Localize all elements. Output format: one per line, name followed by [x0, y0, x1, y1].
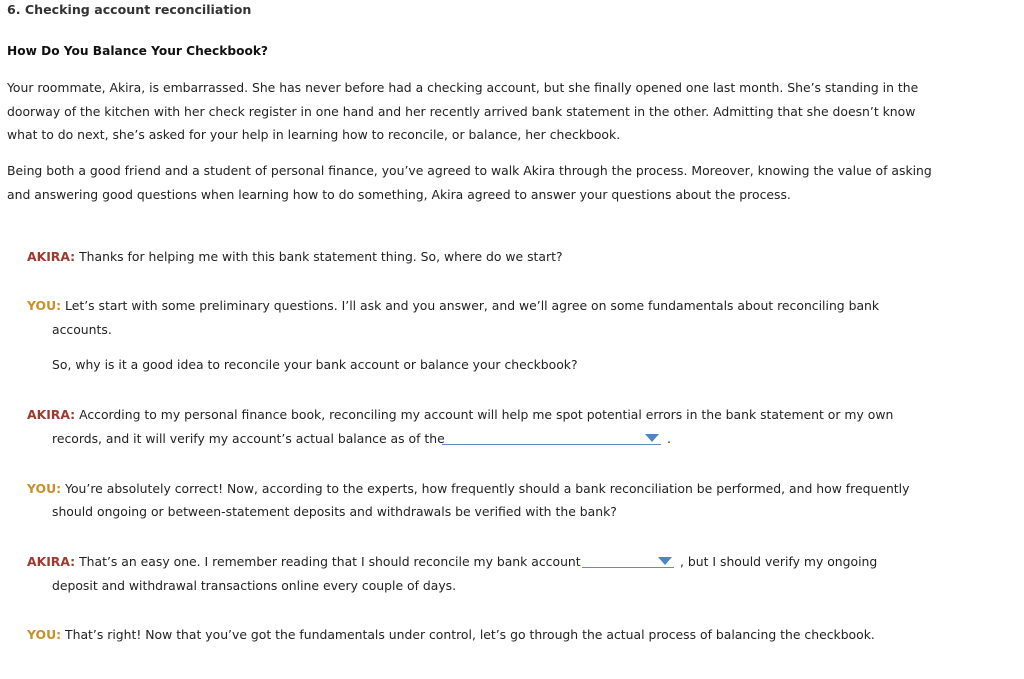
question-title: 6. Checking account reconciliation — [7, 2, 252, 17]
intro-paragraph-2-line-2: and answering good questions when learning how to do something, Akira agreed to answer your questions about the process. — [7, 187, 791, 202]
intro-paragraph-1-line-3: what to do next, she’s asked for your help in learning how to reconcile, or balance, her checkbook. — [7, 127, 621, 142]
dropdown-arrow-icon[interactable] — [658, 557, 672, 565]
dialogue-text: According to my personal finance book, reconciling my account will help me spot potential errors in the bank statement or my own — [79, 407, 894, 422]
dialogue-text: Thanks for helping me with this bank statement thing. So, where do we start? — [79, 249, 563, 264]
speaker-akira: AKIRA: — [27, 407, 76, 422]
dialogue-you-2-line-2: should ongoing or between-statement deposits and withdrawals be verified with the bank? — [52, 504, 617, 519]
intro-paragraph-1-line-2: doorway of the kitchen with her check register in one hand and her recently arrived bank statement in the other. Admitting that she doesn’t know — [7, 104, 916, 119]
speaker-akira: AKIRA: — [27, 249, 76, 264]
section-title: How Do You Balance Your Checkbook? — [7, 44, 268, 58]
speaker-you: YOU: — [27, 298, 62, 313]
dialogue-akira-2-line-1 — [27, 407, 893, 422]
dialogue-text: You’re absolutely correct! Now, according to the experts, how frequently should a bank reconciliation be performed, and how frequently — [65, 481, 910, 496]
sentence-period: . — [667, 431, 671, 446]
dialogue-text: That’s right! Now that you’ve got the fundamentals under control, let’s go through the actual process of balancing the checkbook. — [65, 627, 875, 642]
dialogue-text: That’s an easy one. I remember reading that I should reconcile my bank account — [79, 554, 581, 569]
speaker-you: YOU: — [27, 627, 62, 642]
dialogue-akira-3-line-1 — [27, 554, 581, 569]
intro-paragraph-1-line-1: Your roommate, Akira, is embarrassed. She has never before had a checking account, but she finally opened one last month. She’s standing in the — [7, 80, 919, 95]
dialogue-text: Let’s start with some preliminary questions. I’ll ask and you answer, and we’ll agree on some fundamentals about reconciling bank — [65, 298, 880, 313]
dialogue-you-2-line-1 — [27, 481, 909, 496]
dialogue-you-1-line-1 — [27, 298, 879, 313]
intro-paragraph-2-line-1: Being both a good friend and a student of personal finance, you’ve agreed to walk Akira through the process. Moreover, knowing the value of asking — [7, 163, 932, 178]
dialogue-akira-3-continuation: , but I should verify my ongoing — [680, 554, 878, 569]
balance-date-dropdown[interactable] — [442, 430, 661, 445]
dialogue-akira-2-line-2: records, and it will verify my account’s actual balance as of the — [52, 431, 445, 446]
dialogue-akira-1 — [27, 249, 563, 264]
dropdown-arrow-icon[interactable] — [645, 434, 659, 442]
speaker-you: YOU: — [27, 481, 62, 496]
speaker-akira: AKIRA: — [27, 554, 76, 569]
dialogue-you-3 — [27, 627, 875, 642]
dialogue-you-1-line-2: accounts. — [52, 322, 112, 337]
dialogue-akira-3-line-2: deposit and withdrawal transactions online every couple of days. — [52, 578, 457, 593]
dialogue-you-1-line-3: So, why is it a good idea to reconcile your bank account or balance your checkbook? — [52, 357, 578, 372]
reconcile-frequency-dropdown[interactable] — [582, 553, 674, 568]
